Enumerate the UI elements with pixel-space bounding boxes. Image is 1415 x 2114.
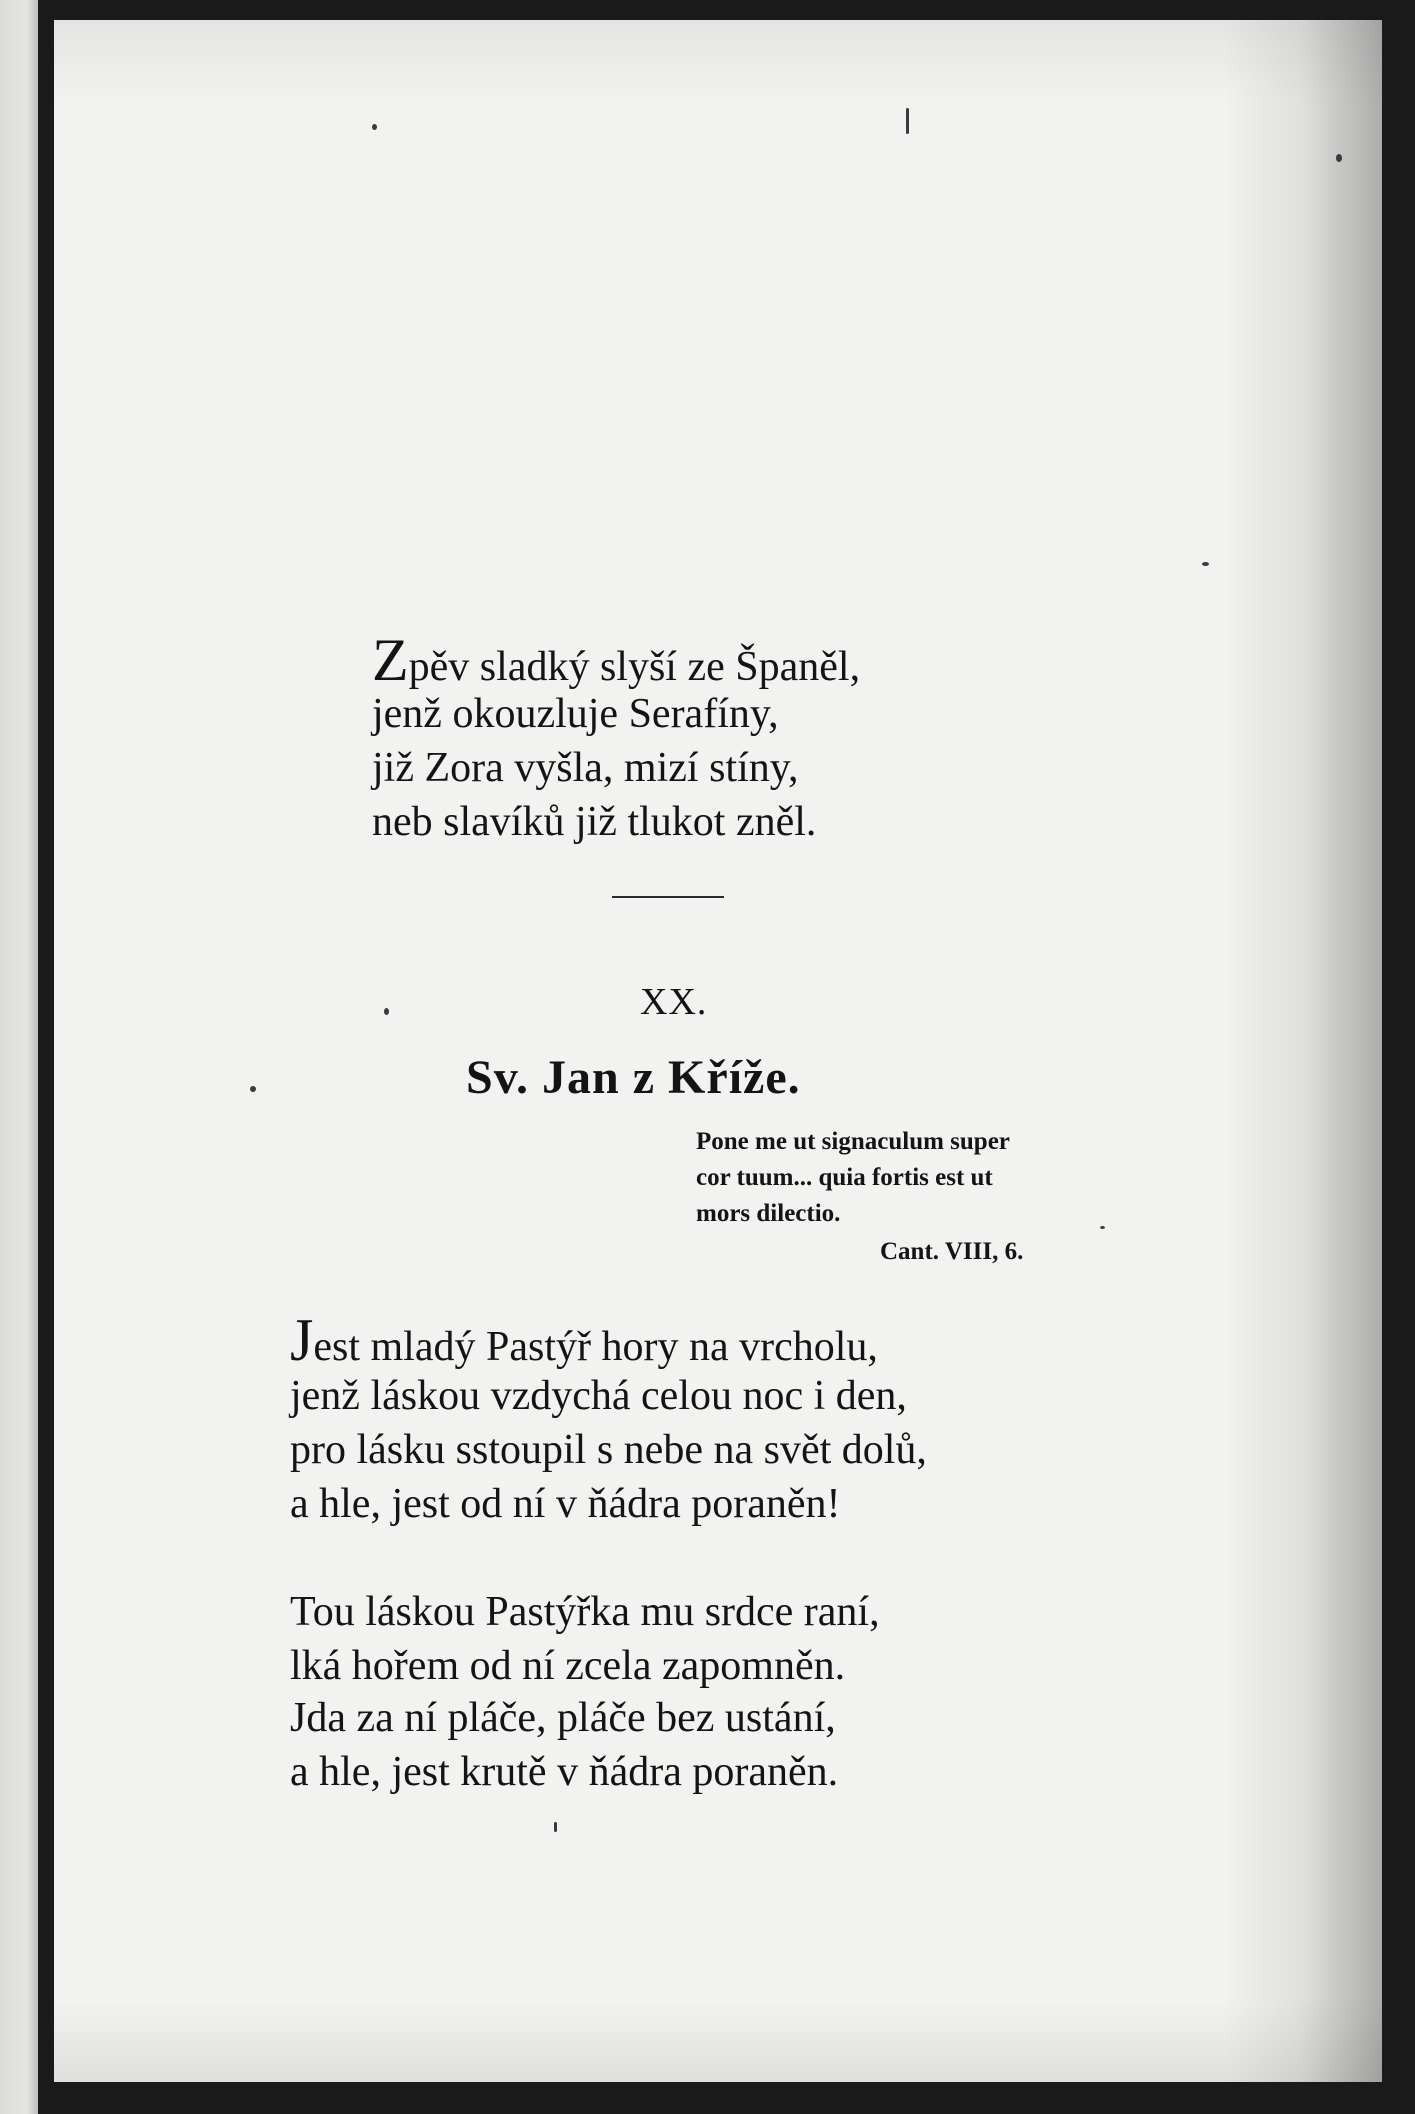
verse-line: a hle, jest krutě v ňádra poraněn. [290, 1749, 839, 1795]
book-page [54, 20, 1382, 2082]
verse-line: neb slavíků již tlukot zněl. [372, 799, 817, 845]
scan-speck [1100, 1226, 1105, 1229]
verse-line: Tou láskou Pastýřka mu srdce raní, [290, 1589, 880, 1635]
scan-speck [372, 124, 377, 130]
scan-speck [1202, 562, 1209, 566]
verse-line [372, 627, 861, 693]
initial-letter: Z [372, 627, 409, 693]
scan-speck [384, 1008, 389, 1015]
facing-page-edge [0, 0, 38, 2114]
verse-remainder: est mladý Pastýř hory na vrcholu, [313, 1324, 878, 1370]
verse-text [372, 627, 860, 693]
epigraph-line: cor tuum... quia fortis est ut [696, 1164, 993, 1191]
verse-line: pro lásku sstoupil s nebe na svět dolů, [290, 1427, 927, 1473]
verse-line [290, 1307, 878, 1373]
verse-line: již Zora vyšla, mizí stíny, [372, 745, 799, 791]
epigraph-source: Cant. VIII, 6. [880, 1238, 1024, 1265]
scan-speck [250, 1086, 256, 1092]
scan-speck [554, 1822, 557, 1832]
section-number: XX. [640, 981, 708, 1023]
section-divider [612, 896, 724, 898]
verse-line: lká hořem od ní zcela zapomněn. [290, 1643, 846, 1689]
verse-line: jenž láskou vzdychá celou noc i den, [290, 1373, 907, 1419]
scan-speck [906, 108, 909, 134]
scan-speck [1336, 154, 1342, 162]
verse-text [290, 1307, 878, 1373]
verse-line: jenž okouzluje Serafíny, [372, 691, 779, 737]
section-title: Sv. Jan z Kříže. [466, 1051, 801, 1104]
verse-remainder: pěv sladký slyší ze Španěl, [408, 644, 861, 690]
epigraph-line: Pone me ut signaculum super [696, 1128, 1010, 1155]
verse-line: a hle, jest od ní v ňádra poraněn! [290, 1481, 841, 1527]
initial-letter: J [290, 1307, 314, 1373]
verse-line: Jda za ní pláče, pláče bez ustání, [290, 1695, 836, 1741]
epigraph-line: mors dilectio. [696, 1200, 841, 1227]
